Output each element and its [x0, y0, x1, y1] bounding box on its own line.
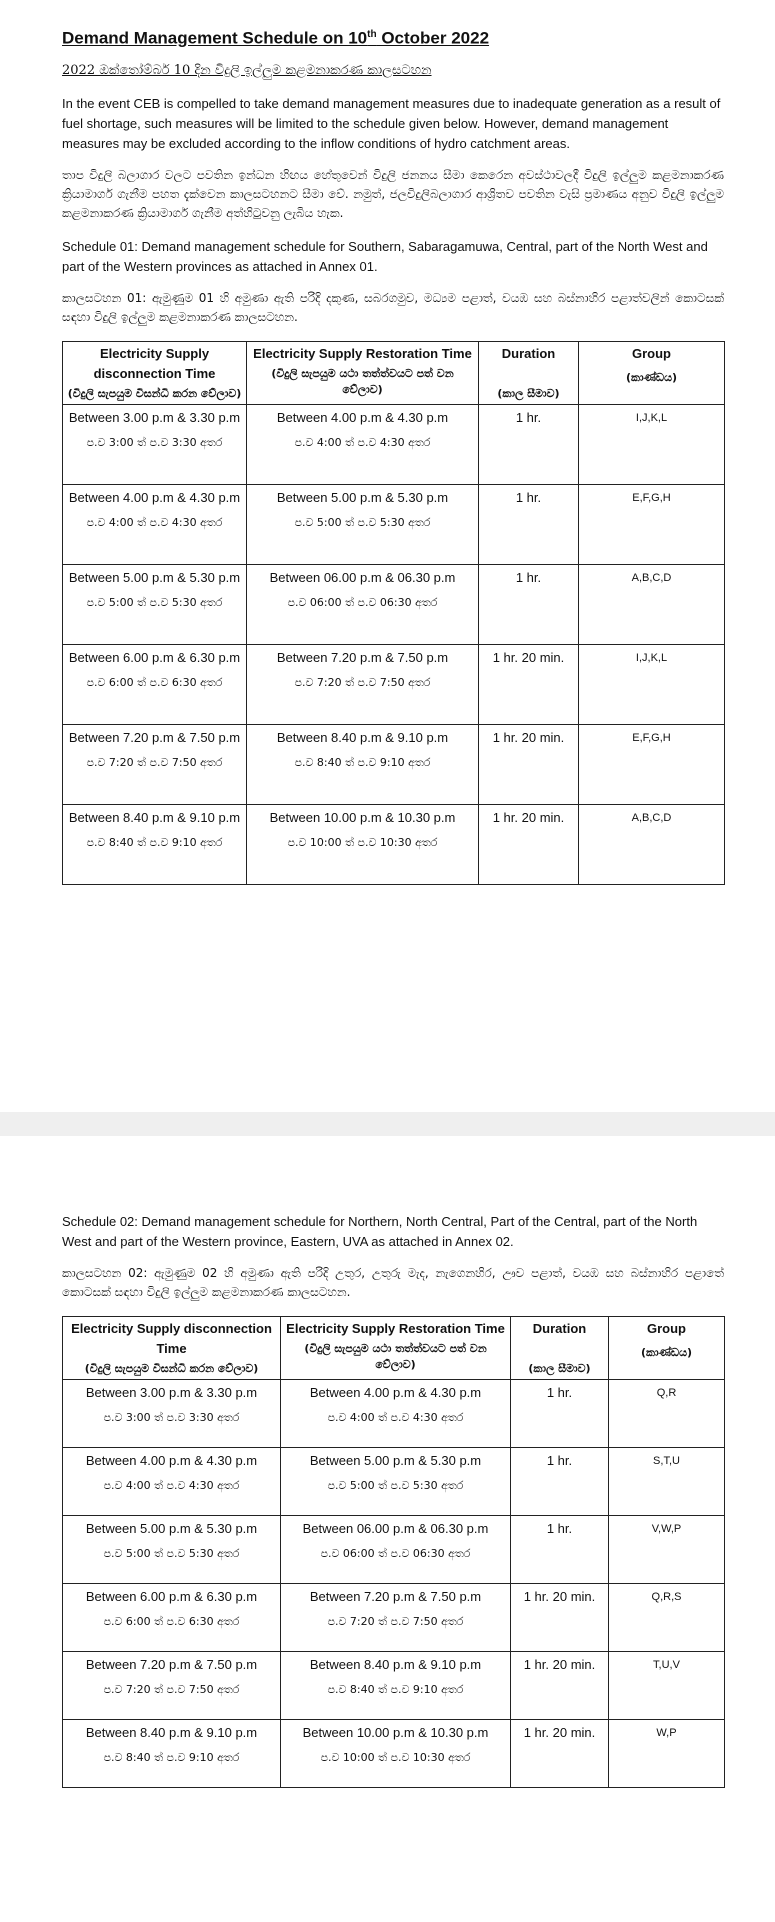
disconnection-cell: [63, 1584, 281, 1652]
restoration-time-si: ප.ව 4:00 ත් ප.ව 4:30 අතර: [294, 435, 431, 449]
title-text: Demand Management Schedule on 10: [62, 28, 368, 48]
table-row: [63, 804, 725, 884]
table-row: [63, 564, 725, 644]
header-duration-en: Duration: [532, 1321, 587, 1336]
disconnection-cell: [63, 484, 247, 564]
duration-value: 1 hr.: [546, 1521, 573, 1536]
table-row: [63, 644, 725, 724]
disconnection-time-en: Between 4.00 p.m & 4.30 p.m: [68, 489, 241, 505]
header-group: [579, 341, 725, 404]
restoration-time-si: ප.ව 10:00 ත් ප.ව 10:30 අතර: [287, 835, 438, 849]
table-row: [63, 1448, 725, 1516]
header-duration-si: (කාල සීමාව): [497, 386, 560, 400]
disconnection-time-en: Between 3.00 p.m & 3.30 p.m: [68, 409, 241, 425]
restoration-time-en: Between 4.00 p.m & 4.30 p.m: [276, 409, 449, 425]
duration-value: 1 hr.: [546, 1385, 573, 1400]
restoration-time-en: Between 8.40 p.m & 9.10 p.m: [276, 729, 449, 745]
disconnection-time-si: ප.ව 6:00 ත් ප.ව 6:30 අතර: [103, 1615, 240, 1628]
disconnection-cell: [63, 1652, 281, 1720]
restoration-cell: [247, 564, 479, 644]
restoration-cell: [281, 1584, 511, 1652]
table-row: [63, 1516, 725, 1584]
header-disconnection-si: (විදුලි සැපයුම විසන්ධි කරන වේලාව): [67, 386, 242, 400]
title-superscript: th: [367, 29, 377, 40]
disconnection-time-en: Between 5.00 p.m & 5.30 p.m: [68, 569, 241, 585]
restoration-time-si: ප.ව 5:00 ත් ප.ව 5:30 අතර: [294, 515, 431, 529]
group-cell: [609, 1516, 725, 1584]
duration-value: 1 hr. 20 min.: [523, 1657, 596, 1672]
disconnection-time-si: ප.ව 8:40 ත් ප.ව 9:10 අතර: [86, 835, 223, 849]
schedule-2-heading: Schedule 02: Demand management schedule for Northern, North Central, Part of the Central, part of the North West and part of the Western province, Eastern, UVA as attached in Annex 02.: [62, 1214, 698, 1249]
restoration-time-en: Between 4.00 p.m & 4.30 p.m: [309, 1385, 482, 1400]
header-restoration-en: Electricity Supply Restoration Time: [253, 345, 472, 361]
disconnection-time-en: Between 6.00 p.m & 6.30 p.m: [85, 1589, 258, 1604]
group-cell: [579, 404, 725, 484]
group-cell: [579, 724, 725, 804]
duration-value: 1 hr. 20 min.: [523, 1589, 596, 1604]
table-row: [63, 1652, 725, 1720]
title-text-suffix: October 2022: [376, 28, 490, 48]
intro-paragraph-si: තාප විදුලි බලාගාර වලට පවතින ඉන්ධන හිඟය හේතුවෙන් විදුලි ජනනය සීමා කෙරෙන අවස්ථාවලදී විදුලි ඉල්ලුම කළමනාකරණ ක්‍රියාමාර්ග ගැනීම පහත දැක්වෙන කාලසටහනට සීමා වේ. නමුත්, ජලවිදුලිබලාගාර ආශ්‍රිතව පවතින වැසි ප්‍රමාණය අනුව විදුලි ඉල්ලුම කළමනාකරණ ක්‍රියාමාර්ග ගැනීම අත්හිටුවනු ලැබිය හැක.: [62, 167, 724, 220]
disconnection-time-si: ප.ව 3:00 ත් ප.ව 3:30 අතර: [86, 435, 223, 449]
restoration-cell: [247, 724, 479, 804]
restoration-time-si: ප.ව 7:20 ත් ප.ව 7:50 අතර: [327, 1615, 464, 1628]
disconnection-cell: [63, 404, 247, 484]
schedule-1-heading-si: කාලසටහන 01: ඇමුණුම 01 හි අමුණා ඇති පරිදි දකුණ, සබරගමුව, මධ්‍යම පළාත්, වයඹ සහ බස්නාහිර පළාත්වලින් කොටසක් සඳහා විදුලි ඉල්ලුම කළමනාකරණ කාලසටහන.: [62, 290, 724, 324]
schedule-1-body: [63, 404, 725, 884]
disconnection-time-si: ප.ව 6:00 ත් ප.ව 6:30 අතර: [86, 675, 223, 689]
schedule-1-heading: Schedule 01: Demand management schedule for Southern, Sabaragamuwa, Central, part of the North West and part of the Western provinces as attached in Annex 01.: [62, 238, 708, 274]
duration-value: 1 hr.: [515, 489, 542, 505]
restoration-time-si: ප.ව 10:00 ත් ප.ව 10:30 අතර: [320, 1751, 471, 1764]
group-value: I,J,K,L: [635, 651, 668, 664]
table-row: [63, 1380, 725, 1448]
group-value: S,T,U: [653, 1455, 680, 1467]
table-row: [63, 484, 725, 564]
duration-cell: [511, 1652, 609, 1720]
table-header-row: [63, 341, 725, 404]
duration-cell: [511, 1584, 609, 1652]
restoration-time-si: ප.ව 06:00 ත් ප.ව 06:30 අතර: [320, 1547, 471, 1560]
schedule-1-table: [62, 341, 725, 885]
disconnection-time-si: ප.ව 3:00 ත් ප.ව 3:30 අතර: [103, 1411, 240, 1424]
disconnection-time-si: ප.ව 7:20 ත් ප.ව 7:50 අතර: [103, 1683, 240, 1696]
restoration-time-si: ප.ව 8:40 ත් ප.ව 9:10 අතර: [294, 755, 431, 769]
page-title: [62, 24, 724, 50]
disconnection-time-en: Between 4.00 p.m & 4.30 p.m: [85, 1453, 258, 1468]
duration-value: 1 hr.: [546, 1453, 573, 1468]
restoration-time-en: Between 7.20 p.m & 7.50 p.m: [309, 1589, 482, 1604]
header-disconnection-en: Electricity Supply disconnection Time: [71, 1321, 272, 1356]
group-cell: [609, 1448, 725, 1516]
duration-value: 1 hr.: [515, 569, 542, 585]
duration-value: 1 hr. 20 min.: [492, 649, 565, 665]
disconnection-time-si: ප.ව 4:00 ත් ප.ව 4:30 අතර: [86, 515, 223, 529]
header-duration-en: Duration: [501, 345, 556, 361]
restoration-cell: [281, 1516, 511, 1584]
disconnection-time-en: Between 7.20 p.m & 7.50 p.m: [68, 729, 241, 745]
group-cell: [579, 644, 725, 724]
disconnection-cell: [63, 724, 247, 804]
restoration-cell: [281, 1652, 511, 1720]
group-cell: [579, 564, 725, 644]
schedule-2-heading-si: කාලසටහන 02: ඇමුණුම 02 හි අමුණා ඇති පරිදි උතුර, උතුරු මැද, නැගෙනහිර, ඌව පළාත්, වයඹ සහ බස්නාහිර පළාතේ කොටසක් සඳහා විදුලි ඉල්ලුම කළමනාකරණ කාලසටහන.: [62, 1266, 724, 1299]
restoration-time-si: ප.ව 4:00 ත් ප.ව 4:30 අතර: [327, 1411, 464, 1424]
header-restoration-en: Electricity Supply Restoration Time: [286, 1321, 505, 1336]
duration-cell: [511, 1516, 609, 1584]
restoration-time-en: Between 06.00 p.m & 06.30 p.m: [269, 569, 456, 585]
disconnection-time-si: ප.ව 4:00 ත් ප.ව 4:30 අතර: [103, 1479, 240, 1492]
document-page-2: [0, 1136, 775, 1922]
header-group-en: Group: [632, 345, 671, 361]
schedule-2-table: [62, 1316, 725, 1788]
duration-value: 1 hr. 20 min.: [492, 729, 565, 745]
group-value: E,F,G,H: [632, 491, 671, 504]
group-value: V,W,P: [651, 1523, 682, 1535]
disconnection-time-en: Between 6.00 p.m & 6.30 p.m: [68, 649, 241, 665]
duration-value: 1 hr. 20 min.: [492, 809, 565, 825]
header-disconnection: [63, 1317, 281, 1380]
duration-cell: [511, 1380, 609, 1448]
header-group-en: Group: [647, 1321, 686, 1336]
group-cell: [579, 804, 725, 884]
group-value: Q,R: [656, 1387, 677, 1399]
restoration-time-si: ප.ව 8:40 ත් ප.ව 9:10 අතර: [327, 1683, 464, 1696]
page-1-content: [62, 24, 724, 885]
header-restoration-si: (විදුලි සැපයුම යථා තත්ත්වයට පත් වන වේලාව): [271, 366, 454, 396]
restoration-time-si: ප.ව 7:20 ත් ප.ව 7:50 අතර: [294, 675, 431, 689]
restoration-time-en: Between 5.00 p.m & 5.30 p.m: [276, 489, 449, 505]
group-cell: [609, 1652, 725, 1720]
disconnection-time-en: Between 3.00 p.m & 3.30 p.m: [85, 1385, 258, 1400]
group-value: A,B,C,D: [631, 571, 672, 584]
header-duration: [479, 341, 579, 404]
header-restoration: [281, 1317, 511, 1380]
disconnection-cell: [63, 564, 247, 644]
page-2-content: [62, 1212, 724, 1788]
disconnection-cell: [63, 644, 247, 724]
restoration-time-en: Between 10.00 p.m & 10.30 p.m: [302, 1725, 489, 1740]
group-value: W,P: [656, 1727, 677, 1739]
header-group: [609, 1317, 725, 1380]
table-row: [63, 1720, 725, 1788]
disconnection-cell: [63, 1380, 281, 1448]
group-value: A,B,C,D: [631, 811, 672, 824]
restoration-time-si: ප.ව 5:00 ත් ප.ව 5:30 අතර: [327, 1479, 464, 1492]
header-group-si: (කාණ්ඩය): [640, 1346, 693, 1359]
group-value: E,F,G,H: [632, 731, 671, 744]
duration-cell: [479, 804, 579, 884]
schedule-2-body: [63, 1380, 725, 1788]
restoration-cell: [247, 484, 479, 564]
disconnection-cell: [63, 1720, 281, 1788]
sinhala-title: 2022 ඔක්තෝම්බර් 10 දින විදුලි ඉල්ලුම කළමනාකරණ කාලසටහන: [62, 62, 432, 78]
header-duration-si: (කාල සීමාව): [528, 1362, 591, 1375]
group-cell: [609, 1380, 725, 1448]
disconnection-time-en: Between 5.00 p.m & 5.30 p.m: [85, 1521, 258, 1536]
restoration-time-si: ප.ව 06:00 ත් ප.ව 06:30 අතර: [287, 595, 438, 609]
group-value: I,J,K,L: [635, 411, 668, 424]
group-cell: [609, 1584, 725, 1652]
group-cell: [579, 484, 725, 564]
restoration-cell: [281, 1720, 511, 1788]
header-restoration-si: (විදුලි සැපයුම යථා තත්ත්වයට පත් වන වේලාව): [304, 1342, 487, 1371]
duration-cell: [511, 1720, 609, 1788]
restoration-cell: [247, 404, 479, 484]
disconnection-time-en: Between 8.40 p.m & 9.10 p.m: [68, 809, 241, 825]
duration-cell: [479, 724, 579, 804]
duration-cell: [479, 404, 579, 484]
duration-value: 1 hr. 20 min.: [523, 1725, 596, 1740]
header-disconnection-en: Electricity Supply disconnection Time: [93, 345, 216, 381]
header-disconnection: [63, 341, 247, 404]
disconnection-time-si: ප.ව 8:40 ත් ප.ව 9:10 අතර: [103, 1751, 240, 1764]
disconnection-cell: [63, 804, 247, 884]
disconnection-time-en: Between 8.40 p.m & 9.10 p.m: [85, 1725, 258, 1740]
restoration-time-en: Between 8.40 p.m & 9.10 p.m: [309, 1657, 482, 1672]
restoration-time-en: Between 10.00 p.m & 10.30 p.m: [269, 809, 456, 825]
duration-cell: [479, 484, 579, 564]
disconnection-cell: [63, 1516, 281, 1584]
restoration-time-en: Between 7.20 p.m & 7.50 p.m: [276, 649, 449, 665]
disconnection-time-si: ප.ව 5:00 ත් ප.ව 5:30 අතර: [103, 1547, 240, 1560]
table-header-row: [63, 1317, 725, 1380]
restoration-cell: [281, 1380, 511, 1448]
group-value: T,U,V: [653, 1659, 680, 1671]
group-cell: [609, 1720, 725, 1788]
table-row: [63, 1584, 725, 1652]
page-separator: [0, 1112, 775, 1136]
disconnection-time-en: Between 7.20 p.m & 7.50 p.m: [85, 1657, 258, 1672]
restoration-cell: [247, 644, 479, 724]
table-row: [63, 404, 725, 484]
disconnection-time-si: ප.ව 7:20 ත් ප.ව 7:50 අතර: [86, 755, 223, 769]
header-restoration: [247, 341, 479, 404]
header-group-si: (කාණ්ඩය): [625, 370, 678, 384]
duration-value: 1 hr.: [515, 409, 542, 425]
disconnection-cell: [63, 1448, 281, 1516]
restoration-time-en: Between 5.00 p.m & 5.30 p.m: [309, 1453, 482, 1468]
restoration-time-en: Between 06.00 p.m & 06.30 p.m: [302, 1521, 489, 1536]
header-duration: [511, 1317, 609, 1380]
disconnection-time-si: ප.ව 5:00 ත් ප.ව 5:30 අතර: [86, 595, 223, 609]
group-value: Q,R,S: [651, 1591, 682, 1603]
intro-paragraph-en: In the event CEB is compelled to take demand management measures due to inadequate generation as a result of fuel shortage, such measures will be limited to the schedule given below. However, demand management measures may be excluded according to the inflow conditions of hydro catchment areas.: [62, 95, 721, 151]
restoration-cell: [281, 1448, 511, 1516]
header-disconnection-si: (විදුලි සැපයුම විසන්ධි කරන වේලාව): [84, 1362, 259, 1375]
duration-cell: [479, 644, 579, 724]
table-row: [63, 724, 725, 804]
duration-cell: [511, 1448, 609, 1516]
restoration-cell: [247, 804, 479, 884]
duration-cell: [479, 564, 579, 644]
